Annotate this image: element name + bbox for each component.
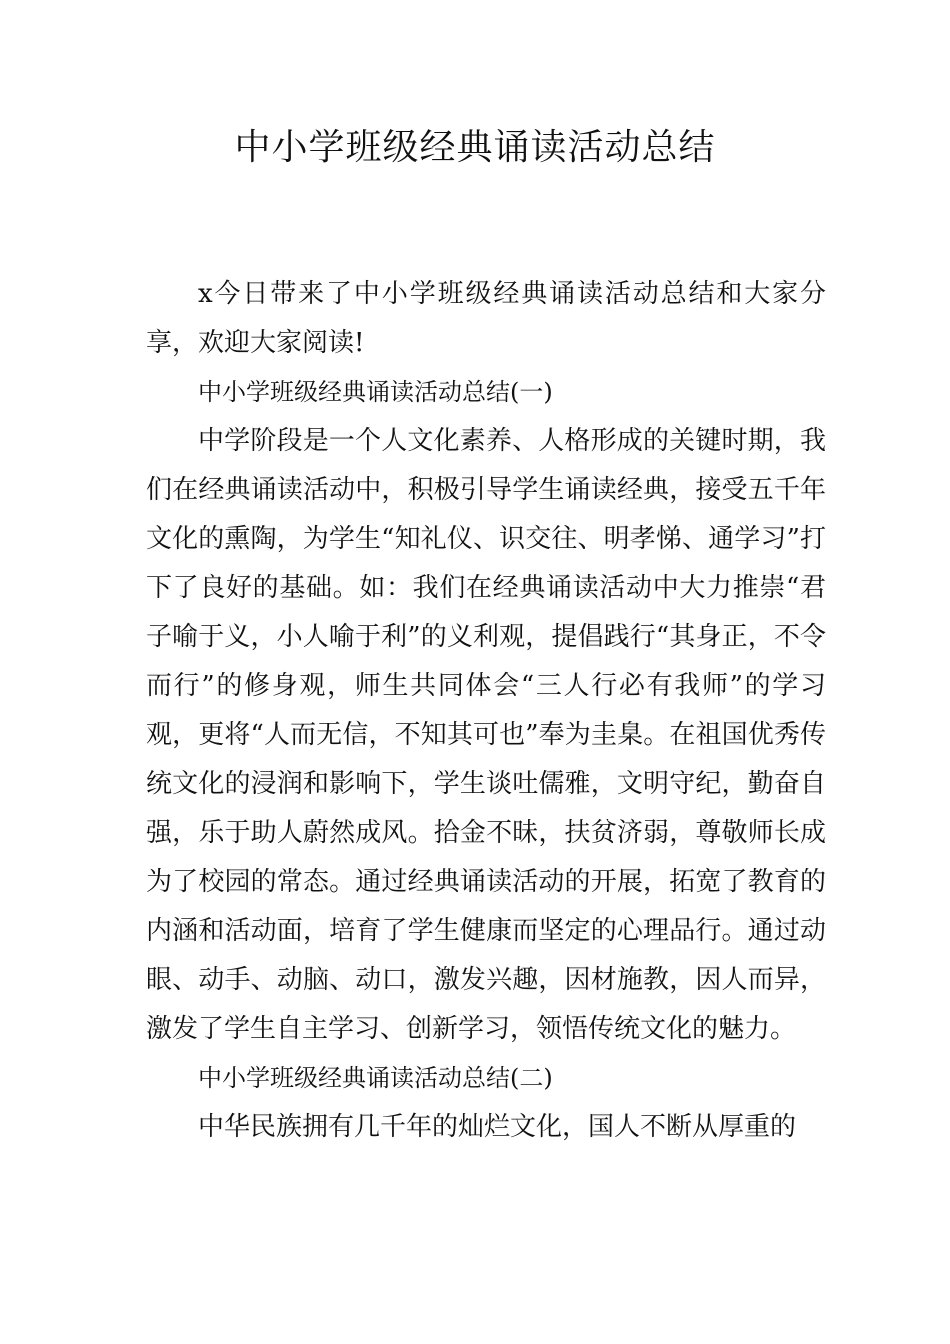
- section-2-paragraph: 中华民族拥有几千年的灿烂文化，国人不断从厚重的: [198, 1112, 797, 1142]
- section-1-heading: 中小学班级经典诵读活动总结(一): [198, 378, 553, 406]
- section-2-heading: 中小学班级经典诵读活动总结(二): [198, 1064, 553, 1092]
- document-title: 中小学班级经典诵读活动总结: [234, 127, 716, 168]
- intro-paragraph: x今日带来了中小学班级经典诵读活动总结和大家分享，欢迎大家阅读!: [146, 279, 826, 358]
- section-1-paragraph: 中学阶段是一个人文化素养、人格形成的关键时期，我们在经典诵读活动中，积极引导学生诵读经典，接受五千年文化的熏陶，为学生“知礼仪、识交往、明孝悌、通学习”打下了良好的基础。如：我们在经典诵读活动中大力推崇“君子喻于义，小人喻于利”的义利观，提倡践行“其身正，不令而行”的修身观，师生共同体会“三人行必有我师”的学习观，更将“人而无信，不知其可也”奉为圭臬。在祖国优秀传统文化的浸润和影响下，学生谈吐儒雅，文明守纪，勤奋自强，乐于助人蔚然成风。拾金不昧，扶贫济弱，尊敬师长成为了校园的常态。通过经典诵读活动的开展，拓宽了教育的内涵和活动面，培育了学生健康而坚定的心理品行。通过动眼、动手、动脑、动口，激发兴趣，因材施教，因人而异，激发了学生自主学习、创新学习，领悟传统文化的魅力。: [146, 426, 826, 1044]
- document-body: [146, 270, 826, 1152]
